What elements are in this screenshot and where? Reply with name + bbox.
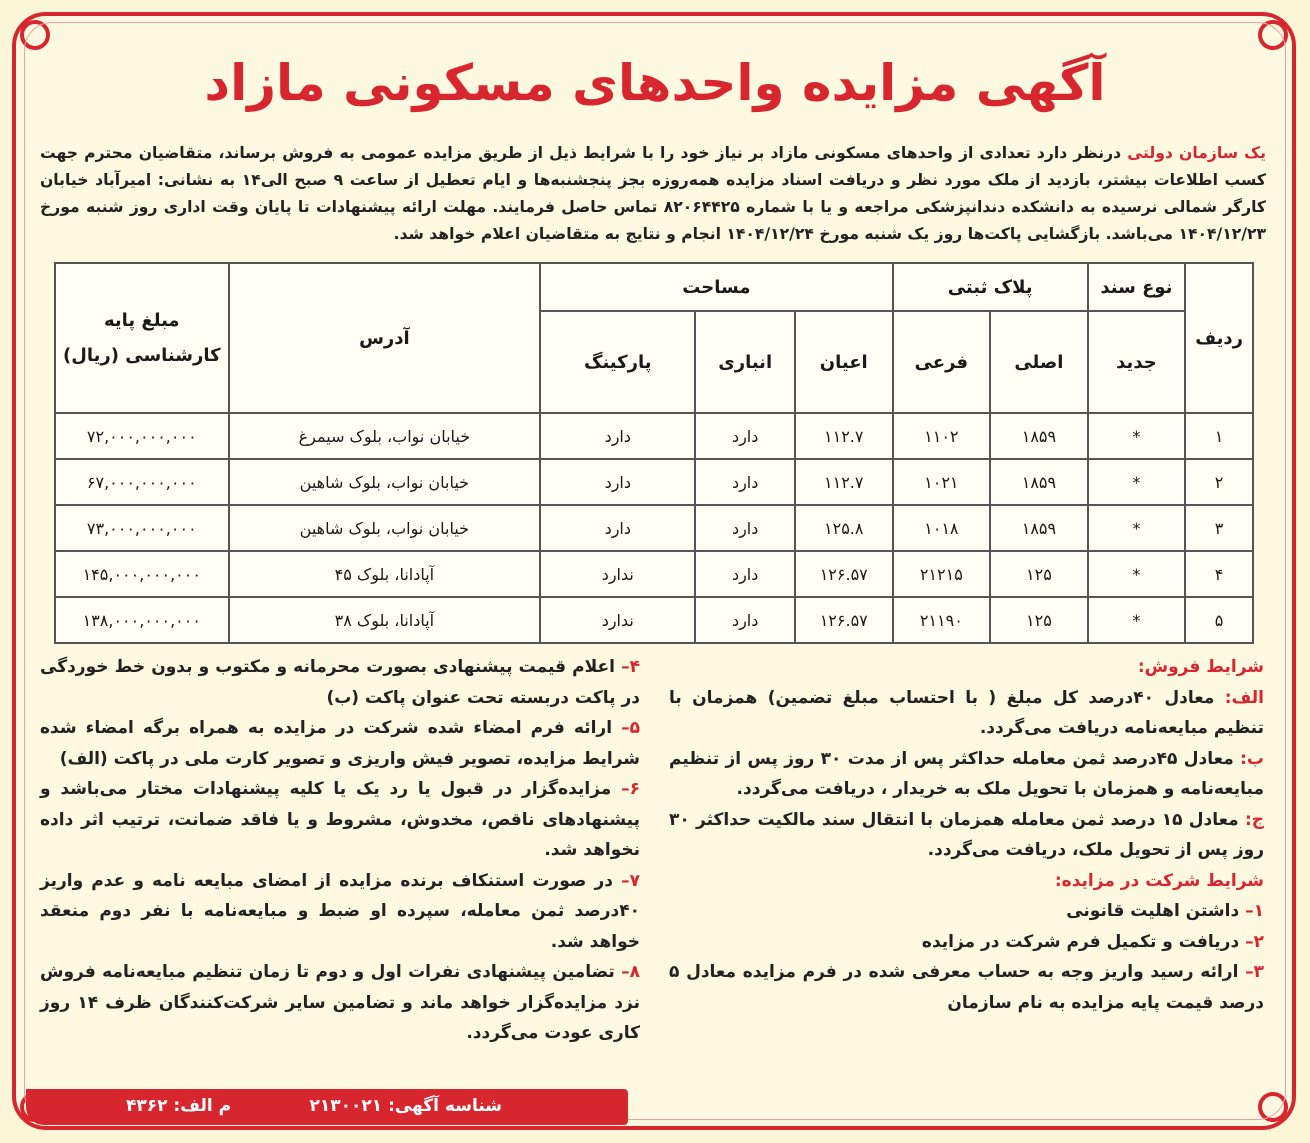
sale-term-text: معادل ۱۵ درصد ثمن معامله همزمان با انتقال سند مالکیت حداکثر ۳۰ روز پس از تحویل ملک، دریافت می‌گردد. xyxy=(669,809,1264,860)
cell-address: خیابان نواب، بلوک شاهین xyxy=(229,505,541,551)
sale-terms-heading: شرایط فروش: xyxy=(1137,657,1264,677)
header-area-storage: انباری xyxy=(695,311,795,413)
participation-number: ۱– xyxy=(1245,901,1264,921)
participation-heading: شرایط شرکت در مزایده: xyxy=(1054,870,1264,891)
sale-term-item xyxy=(669,683,1264,744)
cell-doc: * xyxy=(1088,551,1185,597)
sale-term-label: الف: xyxy=(1224,687,1264,708)
participation-number: ۸– xyxy=(621,962,640,982)
sale-term-text: معادل ۴۰درصد کل مبلغ ( با احتساب مبلغ تضمین) همزمان با تنظیم مبایعه‌نامه دریافت می‌گردد. xyxy=(669,687,1264,738)
cell-area-building: ۱۱۲.۷ xyxy=(795,413,893,459)
footer-bar xyxy=(26,1089,628,1125)
lots-table xyxy=(54,262,1254,644)
cell-area-building: ۱۲۵.۸ xyxy=(795,505,893,551)
participation-item xyxy=(40,866,640,958)
table-row xyxy=(55,597,1253,643)
ad-title: آگهی مزایده واحدهای مسکونی مازاد xyxy=(204,54,1106,112)
cell-area-storage: دارد xyxy=(695,459,795,505)
cell-row-number: ۵ xyxy=(1185,597,1253,643)
header-address: آدرس xyxy=(229,263,541,413)
participation-text: ارائه رسید واریز وجه به حساب معرفی شده در فرم مزایده معادل ۵ درصد قیمت پایه مزایده به نام سازمان xyxy=(669,962,1264,1013)
participation-item xyxy=(669,927,1264,958)
organization-name: یک سازمان دولتی xyxy=(1127,144,1266,162)
table-row xyxy=(55,413,1253,459)
terms-column-right xyxy=(669,652,1264,1018)
cell-area-building: ۱۲۶.۵۷ xyxy=(795,551,893,597)
cell-area-storage: دارد xyxy=(695,505,795,551)
cell-row-number: ۱ xyxy=(1185,413,1253,459)
cell-row-number: ۴ xyxy=(1185,551,1253,597)
participation-number: ۷– xyxy=(621,870,640,891)
sale-term-label: ب: xyxy=(1240,748,1264,769)
participation-item xyxy=(40,957,640,1049)
cell-area-parking: دارد xyxy=(540,459,695,505)
cell-area-parking: ندارد xyxy=(540,597,695,643)
cell-doc: * xyxy=(1088,459,1185,505)
cell-price: ۱۳۸,۰۰۰,۰۰۰,۰۰۰ xyxy=(55,597,229,643)
header-area-parking: پارکینگ xyxy=(540,311,695,413)
cell-row-number: ۳ xyxy=(1185,505,1253,551)
cell-address: آپادانا، بلوک ۴۵ xyxy=(229,551,541,597)
participation-item xyxy=(40,652,640,713)
cell-address: خیابان نواب، بلوک شاهین xyxy=(229,459,541,505)
cell-plate-main: ۱۲۵ xyxy=(990,551,1088,597)
cell-address: آپادانا، بلوک ۳۸ xyxy=(229,597,541,643)
sale-term-text: معادل ۴۵درصد ثمن معامله حداکثر پس از مدت ۳۰ روز پس از تنظیم مبایعه‌نامه و همزمان با تحویل ملک به خریدار ، دریافت می‌گردد. xyxy=(669,748,1264,799)
intro-text: درنظر دارد تعدادی از واحدهای مسکونی مازاد بر نیاز خود را با شرایط ذیل از طریق مزایده عمومی به فروش برساند، متقاضیان محترم جهت کسب اطلاعات بیشتر، بازدید از ملک مورد نظر و دریافت اسناد مزایده همه‌روزه بجز پنجشنبه‌ها و ایام تعطیل از ساعت ۹ صبح الی۱۴ به نشانی: امیرآباد خیابان کارگر شمالی نرسیده به دانشکده دندانپزشکی مراجعه و یا با شماره ۸۲۰۶۴۴۲۵ تماس حاصل فرمایند. مهلت ارائه پیشنهادات تا پایان وقت اداری روز شنبه مورخ ۱۴۰۴/۱۲/۲۳ می‌باشد. بازگشایی پاکت‌ها روز یک شنبه مورخ ۱۴۰۴/۱۲/۲۴ انجام و نتایج به متقاضیان اعلام خواهد شد. xyxy=(40,144,1267,243)
participation-text: در صورت استنکاف برنده مزایده از امضای مبایعه نامه و عدم واریز ۴۰درصد ثمن معامله، سپرده او ضبط و مبایعه‌نامه با نفر دوم منعقد خواهد شد. xyxy=(40,870,640,952)
cell-doc: * xyxy=(1088,505,1185,551)
cell-area-parking: دارد xyxy=(540,505,695,551)
cell-price: ۷۲,۰۰۰,۰۰۰,۰۰۰ xyxy=(55,413,229,459)
header-base-price xyxy=(55,263,229,413)
table-row xyxy=(55,459,1253,505)
cell-price: ۷۳,۰۰۰,۰۰۰,۰۰۰ xyxy=(55,505,229,551)
header-area: مساحت xyxy=(540,263,892,311)
participation-item xyxy=(40,774,640,866)
participation-number: ۳– xyxy=(1245,962,1264,982)
sale-term-item xyxy=(669,805,1264,866)
cell-price: ۱۴۵,۰۰۰,۰۰۰,۰۰۰ xyxy=(55,551,229,597)
participation-text: دریافت و تکمیل فرم شرکت در مزایده xyxy=(921,931,1246,952)
cell-area-building: ۱۲۶.۵۷ xyxy=(795,597,893,643)
participation-text: ارائه فرم امضاء شده شرکت در مزایده به همراه برگه امضاء شده شرایط مزایده، تصویر فیش واریزی و تصویر کارت ملی در پاکت (الف) xyxy=(40,718,640,769)
ad-identifier: شناسه آگهی: ۲۱۳۰۰۲۱ xyxy=(309,1096,502,1116)
participation-number: ۲– xyxy=(1245,931,1264,952)
participation-text: مزایده‌گزار در قبول یا رد یک یا کلیه پیشنهادات مختار می‌باشد و پیشنهادهای ناقص، مخدوش، مشروط و یا فاقد ضمانت، ترتیب اثر داده نخواهد شد. xyxy=(40,779,640,860)
sale-term-item xyxy=(669,744,1264,805)
cell-area-parking: ندارد xyxy=(540,551,695,597)
cell-address: خیابان نواب، بلوک سیمرغ xyxy=(229,413,541,459)
cell-area-building: ۱۱۲.۷ xyxy=(795,459,893,505)
cell-plate-sub: ۱۱۰۲ xyxy=(893,413,991,459)
cell-area-storage: دارد xyxy=(695,597,795,643)
mal-number: م الف: ۴۳۶۲ xyxy=(126,1096,232,1116)
participation-item xyxy=(669,896,1264,927)
cell-plate-main: ۱۸۵۹ xyxy=(990,459,1088,505)
sale-term-label: ج: xyxy=(1244,809,1265,830)
participation-item xyxy=(669,957,1264,1018)
table-row xyxy=(55,505,1253,551)
header-price-line2: کارشناسی (ریال) xyxy=(63,345,221,366)
cell-price: ۶۷,۰۰۰,۰۰۰,۰۰۰ xyxy=(55,459,229,505)
participation-number: ۵– xyxy=(621,718,640,738)
cell-plate-sub: ۱۰۲۱ xyxy=(893,459,991,505)
header-row-number: ردیف xyxy=(1185,263,1253,413)
terms-column-left xyxy=(40,652,640,1049)
header-doc-new: جدید xyxy=(1088,311,1185,413)
cell-area-storage: دارد xyxy=(695,413,795,459)
cell-area-storage: دارد xyxy=(695,551,795,597)
participation-text: تضامین پیشنهادی نفرات اول و دوم تا زمان تنظیم مبایعه‌نامه فروش نزد مزایده‌گزار خواهد ماند و تضامین سایر شرکت‌کنندگان ظرف ۱۴ روز کاری عودت می‌گردد. xyxy=(40,962,640,1043)
header-doc-type: نوع سند xyxy=(1088,263,1185,311)
participation-number: ۶– xyxy=(621,779,640,799)
cell-doc: * xyxy=(1088,413,1185,459)
terms-section xyxy=(40,652,1264,1086)
participation-item xyxy=(40,713,640,774)
cell-plate-sub: ۲۱۱۹۰ xyxy=(893,597,991,643)
cell-area-parking: دارد xyxy=(540,413,695,459)
participation-text: داشتن اهلیت قانونی xyxy=(1066,901,1246,921)
intro-paragraph xyxy=(40,140,1266,248)
cell-plate-main: ۱۸۵۹ xyxy=(990,505,1088,551)
header-price-line1: مبلغ پایه xyxy=(103,310,180,331)
cell-row-number: ۲ xyxy=(1185,459,1253,505)
cell-plate-main: ۱۲۵ xyxy=(990,597,1088,643)
header-plate: پلاک ثبتی xyxy=(893,263,1088,311)
cell-plate-main: ۱۸۵۹ xyxy=(990,413,1088,459)
participation-text: اعلام قیمت پیشنهادی بصورت محرمانه و مکتوب و بدون خط خوردگی در پاکت دربسته تحت عنوان پاکت (ب) xyxy=(40,657,640,708)
table-row xyxy=(55,551,1253,597)
header-plate-main: اصلی xyxy=(990,311,1088,413)
cell-doc: * xyxy=(1088,597,1185,643)
cell-plate-sub: ۲۱۲۱۵ xyxy=(893,551,991,597)
header-plate-sub: فرعی xyxy=(893,311,991,413)
header-area-building: اعیان xyxy=(795,311,893,413)
cell-plate-sub: ۱۰۱۸ xyxy=(893,505,991,551)
participation-number: ۴– xyxy=(621,657,640,677)
